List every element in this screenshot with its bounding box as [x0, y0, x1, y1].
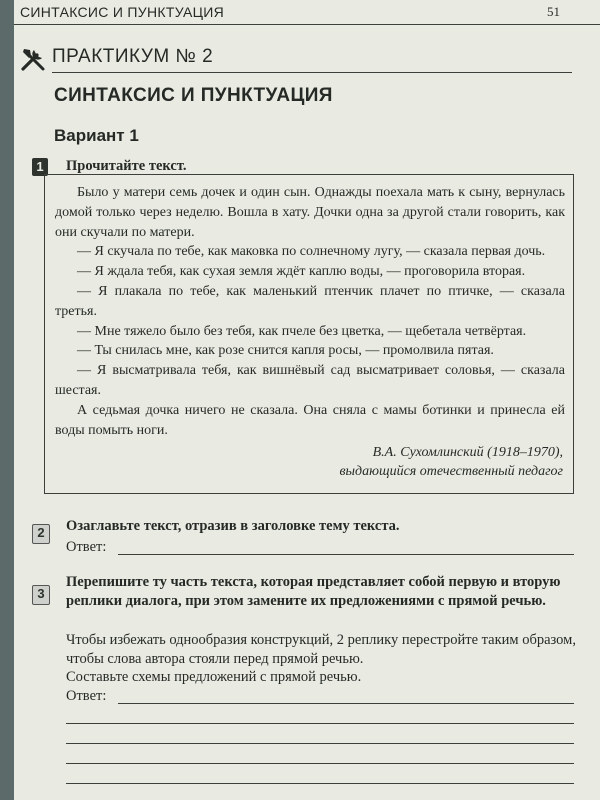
variant-title: Вариант 1 — [54, 126, 139, 145]
task-3-instruction: Перепишите ту часть текста, которая представляет собой первую и вторую реплики диалога, при этом замените их предложениями с прямой речью. — [66, 574, 561, 609]
running-title: СИНТАКСИС И ПУНКТУАЦИЯ — [20, 4, 225, 20]
task-3-answer-label: Ответ: — [66, 688, 107, 704]
answer-line[interactable] — [66, 723, 574, 724]
tools-icon — [20, 46, 46, 72]
task-2-instruction: Озаглавьте текст, отразив в заголовке тему текста. — [66, 518, 400, 534]
paragraph: — Я скучала по тебе, как маковка по солнечному лугу, — сказала первая дочь. — [77, 244, 546, 260]
answer-line[interactable] — [118, 554, 574, 555]
answer-line[interactable] — [66, 783, 574, 784]
reading-text — [55, 183, 565, 440]
answer-line[interactable] — [66, 763, 574, 764]
paragraph: Было у матери семь дочек и один сын. Однажды поехала мать к сыну, вернулась домой только через неделю. Вошла в хату. Дочки одна за другой стали говорить, как они скучали по матери. — [55, 185, 565, 240]
task-3-note-2: Составьте схемы предложений с прямой речью. — [66, 669, 362, 685]
task-2-number: 2 — [32, 524, 50, 544]
paragraph: — Мне тяжело было без тебя, как пчеле без цветка, — щебетала четвёртая. — [77, 323, 527, 339]
page-number: 51 — [547, 4, 560, 19]
practicum-title: ПРАКТИКУМ № 2 — [52, 46, 214, 67]
task-2-answer-label: Ответ: — [66, 539, 107, 555]
workbook-page — [14, 0, 600, 800]
task-1-instruction: Прочитайте текст. — [66, 158, 187, 174]
author-name: В.А. Сухомлинский (1918–1970), — [372, 445, 563, 460]
author-description: выдающийся отечественный педагог — [339, 464, 563, 479]
reading-text-box — [44, 174, 574, 494]
task-1-number: 1 — [32, 158, 48, 176]
practicum-divider — [52, 72, 572, 73]
task-3-note-1: Чтобы избежать однообразия конструкций, 2 реплику перестройте таким образом, чтобы слова автора стояли перед прямой речью. — [66, 632, 576, 667]
attribution — [339, 443, 563, 481]
answer-line[interactable] — [118, 703, 574, 704]
section-title: СИНТАКСИС И ПУНКТУАЦИЯ — [54, 85, 333, 106]
paragraph: — Я плакала по тебе, как маленький птенчик плачет по птичке, — сказала третья. — [55, 283, 565, 319]
task-3-number: 3 — [32, 585, 50, 605]
running-header — [14, 0, 600, 25]
paragraph: — Я высматривала тебя, как вишнёвый сад высматривает соловья, — сказала шестая. — [55, 363, 565, 398]
paragraph: — Я ждала тебя, как сухая земля ждёт каплю воды, — проговорила вторая. — [77, 264, 526, 280]
paragraph: А седьмая дочка ничего не сказала. Она сняла с мамы ботинки и принесла ей воды помыть ноги. — [55, 402, 565, 438]
answer-line[interactable] — [66, 743, 574, 744]
paragraph: — Ты снилась мне, как розе снится капля росы, — промолвила пятая. — [77, 343, 494, 359]
